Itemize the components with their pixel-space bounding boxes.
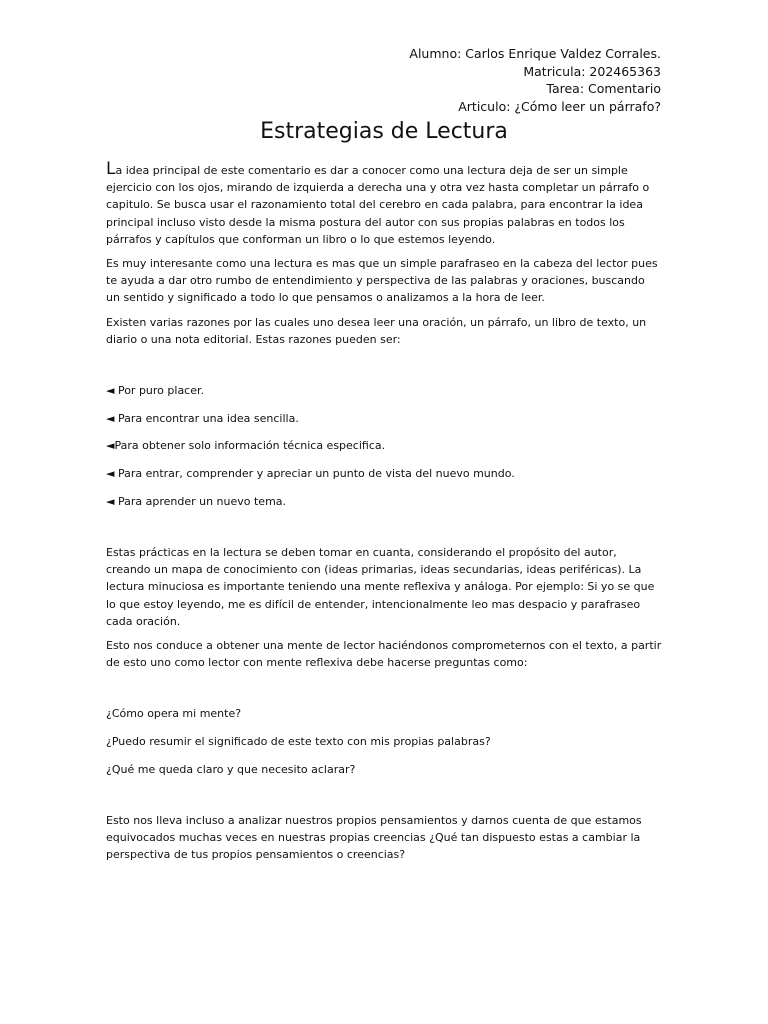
paragraph-intro-text: a idea principal de este comentario es dar a conocer como una lectura deja de ser un simple ejercicio con los ojos, mirando de izquierda a derecha una y otra vez hasta completar un párrafo o capitulo. Se busca usar el razonamiento total del cerebro en cada palabra, para encontrar la idea principal incluso visto desde la misma postura del autor con sus propias palabras en todos los párrafos y capítulos que conforman un libro o lo que estemos leyendo. <box>106 164 650 246</box>
paragraph-conclusion: Esto nos lleva incluso a analizar nuestros propios pensamientos y darnos cuenta de que estamos equivocados muchas veces en nuestras propias creencias ¿Qué tan dispuesto estas a cambiar la perspectiva de tus propios pensamientos o creencias? <box>106 814 642 862</box>
list-item: ◄ Para aprender un nuevo tema. <box>106 494 287 508</box>
reasons-list <box>106 382 662 510</box>
list-item: ◄Para obtener solo información técnica especifica. <box>106 439 386 453</box>
paragraph-interest: Es muy interesante como una lectura es mas que un simple parafraseo en la cabeza del lector pues te ayuda a dar otro rumbo de entendimiento y perspectiva de las palabras y oraciones, buscando un sentido y significado a todo lo que pensamos o analizamos a la hora de leer. <box>106 257 658 305</box>
paragraph-intro <box>106 159 662 248</box>
paragraph-reasons-intro: Existen varias razones por las cuales uno desea leer una oración, un párrafo, un libro de texto, un diario o una nota editorial. Estas razones pueden ser: <box>106 315 647 346</box>
drop-initial: L <box>106 159 116 179</box>
document-title: Estrategias de Lectura <box>260 119 508 144</box>
question-item: ¿Cómo opera mi mente? <box>106 707 242 721</box>
question-item: ¿Qué me queda claro y que necesito aclarar? <box>106 762 356 776</box>
list-item: ◄ Para entrar, comprender y apreciar un punto de vista del nuevo mundo. <box>106 467 515 481</box>
paragraph-reflective: Esto nos conduce a obtener una mente de lector haciéndonos comprometernos con el texto, a partir de esto uno como lector con mente reflexiva debe hacerse preguntas como: <box>106 639 662 670</box>
list-item: ◄ Para encontrar una idea sencilla. <box>106 411 299 425</box>
document-header <box>409 45 661 115</box>
document-body <box>106 159 662 864</box>
question-item: ¿Puedo resumir el significado de este texto con mis propias palabras? <box>106 735 491 749</box>
article-title: Articulo: ¿Cómo leer un párrafo? <box>458 98 661 114</box>
enrollment-number: Matricula: 202465363 <box>523 63 661 79</box>
paragraph-practices: Estas prácticas en la lectura se deben tomar en cuanta, considerando el propósito del autor, creando un mapa de conocimiento con (ideas primarias, ideas secundarias, ideas periféricas). La lectura minuciosa es importante teniendo una mente reflexiva y análoga. Por ejemplo: Si yo se que lo que estoy leyendo, me es difícil de entender, intencionalmente leo mas despacio y parafraseo cada oración. <box>106 546 655 628</box>
questions-list <box>106 705 662 778</box>
assignment-type: Tarea: Comentario <box>546 81 661 96</box>
student-name: Alumno: Carlos Enrique Valdez Corrales. <box>409 46 661 61</box>
list-item: ◄ Por puro placer. <box>106 384 205 398</box>
